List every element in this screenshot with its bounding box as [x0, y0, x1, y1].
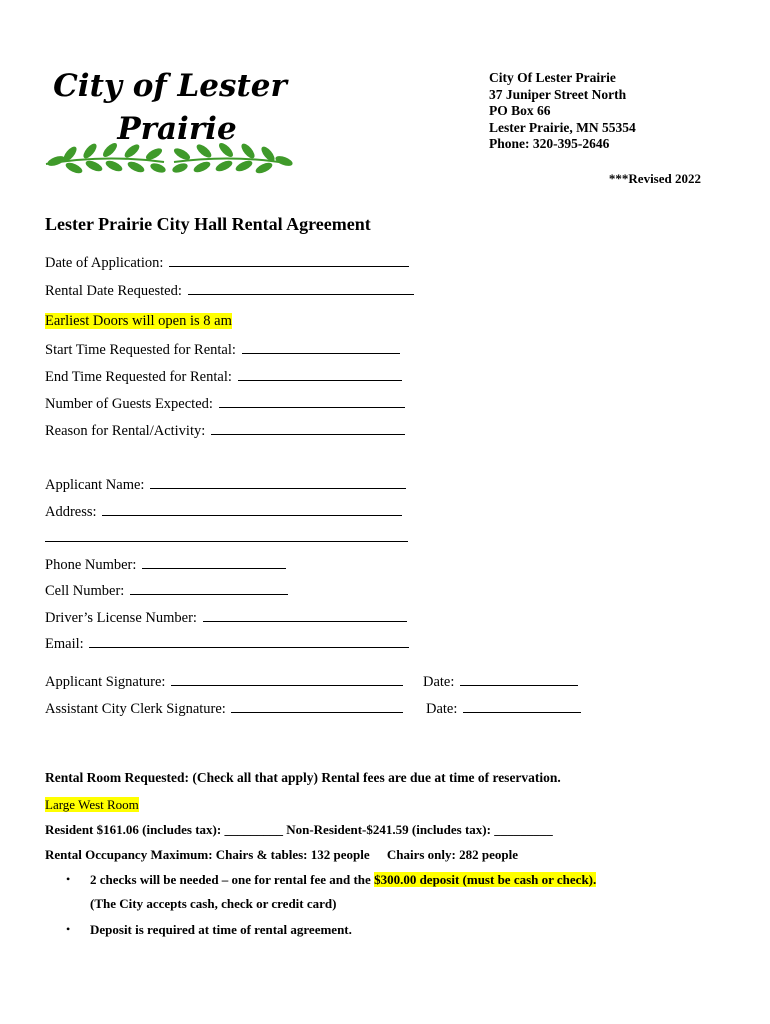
laurel-leaves-icon	[44, 142, 294, 178]
applicant-signature-row	[45, 672, 403, 691]
clerk-signature-label: Assistant City Clerk Signature:	[45, 701, 226, 717]
license-label: Driver’s License Number:	[45, 610, 197, 626]
start-time-field[interactable]	[242, 340, 400, 354]
clerk-date-field[interactable]	[463, 699, 581, 713]
occupancy-max: Rental Occupancy Maximum: Chairs & tables: 132 people	[45, 847, 370, 862]
bullet-1-text	[90, 872, 596, 888]
occupancy-row	[45, 847, 518, 863]
applicant-name-label: Applicant Name:	[45, 477, 145, 493]
license-row	[45, 608, 407, 627]
reason-row	[45, 421, 405, 440]
guests-field[interactable]	[219, 394, 405, 408]
date-of-application-row	[45, 253, 409, 272]
bullet-dot-2: •	[66, 922, 71, 936]
page-title: Lester Prairie City Hall Rental Agreement	[45, 214, 371, 234]
end-time-row	[45, 367, 402, 386]
start-time-label: Start Time Requested for Rental:	[45, 342, 236, 358]
phone-label: Phone Number:	[45, 557, 137, 573]
applicant-date-field[interactable]	[460, 672, 578, 686]
email-row	[45, 634, 409, 653]
address-field[interactable]	[102, 502, 402, 516]
logo-text-line2: Prairie	[117, 111, 237, 147]
rental-heading: Rental Room Requested: (Check all that apply) Rental fees are due at time of reservation.	[45, 770, 561, 785]
email-label: Email:	[45, 636, 84, 652]
rental-date-label: Rental Date Requested:	[45, 283, 182, 299]
room-row	[45, 797, 139, 813]
end-time-field[interactable]	[238, 367, 402, 381]
room-name: Large West Room	[45, 797, 139, 812]
logo-text-line1: City of Lester	[53, 68, 287, 104]
doors-note: Earliest Doors will open is 8 am	[45, 313, 232, 329]
deposit-highlight: $300.00 deposit (must be cash or check).	[374, 872, 597, 887]
org-name: City Of Lester Prairie	[489, 70, 616, 85]
doors-note-row	[45, 313, 232, 330]
applicant-name-field[interactable]	[150, 475, 406, 489]
cell-field[interactable]	[130, 581, 288, 595]
applicant-signature-label: Applicant Signature:	[45, 674, 166, 690]
applicant-name-row	[45, 475, 406, 494]
date-of-application-field[interactable]	[169, 253, 409, 267]
clerk-signature-field[interactable]	[231, 699, 403, 713]
phone-field[interactable]	[142, 555, 286, 569]
start-time-row	[45, 340, 400, 359]
bullet-2-text: Deposit is required at time of rental agreement.	[90, 922, 352, 937]
applicant-date-label: Date:	[423, 674, 455, 690]
bullet-1-pre: 2 checks will be needed – one for rental fee and the	[90, 872, 375, 887]
bullet-1-subtext: (The City accepts cash, check or credit card)	[90, 896, 337, 911]
applicant-date-row	[423, 672, 578, 691]
bullet-dot-1: •	[66, 872, 71, 886]
address-field-line2[interactable]	[45, 541, 408, 542]
clerk-date-label: Date:	[426, 701, 458, 717]
rental-date-row	[45, 281, 414, 300]
resident-fees: Resident $161.06 (includes tax): _________ Non-Resident-$241.59 (includes tax): _________	[45, 822, 553, 837]
phone-number: Phone: 320-395-2646	[489, 136, 610, 151]
phone-row	[45, 555, 286, 574]
cell-row	[45, 581, 288, 600]
email-field[interactable]	[89, 634, 409, 648]
guests-label: Number of Guests Expected:	[45, 396, 213, 412]
reason-label: Reason for Rental/Activity:	[45, 423, 206, 439]
rental-date-field[interactable]	[188, 281, 414, 295]
end-time-label: End Time Requested for Rental:	[45, 369, 232, 385]
reason-field[interactable]	[211, 421, 405, 435]
street-address: 37 Juniper Street North	[489, 86, 627, 102]
po-box: PO Box 66	[489, 103, 551, 118]
applicant-signature-field[interactable]	[171, 672, 403, 686]
date-of-application-label: Date of Application:	[45, 255, 164, 271]
chairs-only: Chairs only: 282 people	[386, 847, 518, 862]
address-row	[45, 502, 402, 521]
license-field[interactable]	[203, 608, 407, 622]
clerk-date-row	[426, 699, 581, 718]
revised-note: ***Revised 2022	[608, 171, 701, 186]
guests-row	[45, 394, 405, 413]
address-block	[489, 70, 636, 153]
cell-label: Cell Number:	[45, 583, 125, 599]
city-state-zip: Lester Prairie, MN 55354	[489, 119, 636, 135]
address-label: Address:	[45, 504, 97, 520]
clerk-signature-row	[45, 699, 403, 718]
